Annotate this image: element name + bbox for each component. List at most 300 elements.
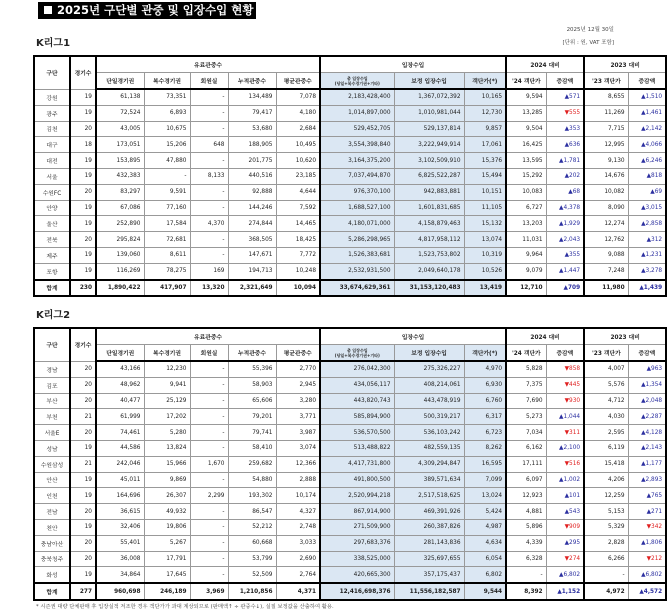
cell-games: 20: [70, 377, 96, 393]
cell-games: 20: [70, 232, 96, 248]
cell-member: -: [190, 567, 228, 583]
cell-price24: 5,896: [506, 519, 546, 535]
cell-price23: 4,206: [584, 472, 628, 488]
cell-price23: 9,088: [584, 247, 628, 263]
cell-total-income: 1,014,897,000: [320, 105, 394, 121]
cell-cumulative: 2,321,649: [228, 280, 276, 297]
cell-total-income: 7,037,494,870: [320, 168, 394, 184]
cell-season: 78,275: [144, 263, 190, 279]
cell-unit-price: 8,262: [464, 440, 506, 456]
cell-season: 9,591: [144, 184, 190, 200]
cell-season: 19,806: [144, 519, 190, 535]
cell-cumulative: 188,905: [228, 137, 276, 153]
cell-single: 43,005: [96, 121, 144, 137]
cell-average: 2,945: [276, 377, 320, 393]
cell-price23: 2,595: [584, 425, 628, 441]
cell-games: 19: [70, 567, 96, 583]
cell-diff24: ▲1,002: [546, 472, 584, 488]
col-header-average: 평균관중수: [276, 345, 320, 362]
table-row: [34, 153, 666, 169]
cell-adjusted-income: 31,153,120,483: [394, 280, 464, 297]
cell-average: 7,592: [276, 200, 320, 216]
cell-price23: 5,329: [584, 519, 628, 535]
cell-single: 83,297: [96, 184, 144, 200]
cell-single: 139,060: [96, 247, 144, 263]
cell-member: 4,370: [190, 216, 228, 232]
cell-price23: 11,980: [584, 280, 628, 297]
header-row-sub: [34, 73, 666, 90]
cell-member: -: [190, 377, 228, 393]
cell-team: 수원FC: [34, 184, 70, 200]
cell-single: 44,586: [96, 440, 144, 456]
cell-diff24: ▲2,100: [546, 440, 584, 456]
cell-price24: 10,083: [506, 184, 546, 200]
col-header-price24: '24 객단가: [506, 345, 546, 362]
cell-games: 19: [70, 89, 96, 105]
cell-cumulative: 147,671: [228, 247, 276, 263]
col-header-price23: '23 객단가: [584, 345, 628, 362]
cell-single: 34,864: [96, 567, 144, 583]
cell-team: 서울: [34, 168, 70, 184]
cell-single: 74,461: [96, 425, 144, 441]
cell-unit-price: 6,930: [464, 377, 506, 393]
cell-average: 10,094: [276, 280, 320, 297]
cell-single: 55,401: [96, 535, 144, 551]
cell-cumulative: 134,489: [228, 89, 276, 105]
cell-average: 3,280: [276, 393, 320, 409]
group-header-vs2023: 2023 대비: [584, 56, 666, 73]
cell-diff24: ▲709: [546, 280, 584, 297]
cell-price24: 7,690: [506, 393, 546, 409]
cell-unit-price: 15,376: [464, 153, 506, 169]
cell-season: 5,267: [144, 535, 190, 551]
cell-average: 2,684: [276, 121, 320, 137]
cell-diff24: ▲1,152: [546, 583, 584, 600]
cell-single: 36,615: [96, 504, 144, 520]
cell-unit-price: 5,424: [464, 504, 506, 520]
cell-unit-price: 6,317: [464, 409, 506, 425]
cell-price24: 11,031: [506, 232, 546, 248]
cell-diff24: ▼555: [546, 105, 584, 121]
cell-average: 2,748: [276, 519, 320, 535]
cell-team: 울산: [34, 216, 70, 232]
table-row: [34, 409, 666, 425]
cell-adjusted-income: 260,387,826: [394, 519, 464, 535]
cell-price24: 9,964: [506, 247, 546, 263]
cell-team: 수원삼성: [34, 456, 70, 472]
cell-diff24: ▲295: [546, 535, 584, 551]
cell-team: 천안: [34, 519, 70, 535]
col-header-diff24: 증감액: [546, 345, 584, 362]
cell-games: 20: [70, 551, 96, 567]
col-header-games: 경기수: [70, 56, 96, 89]
cell-member: -: [190, 425, 228, 441]
cell-diff24: ▼274: [546, 551, 584, 567]
cell-price24: 17,111: [506, 456, 546, 472]
cell-price24: 7,375: [506, 377, 546, 393]
cell-season: 25,129: [144, 393, 190, 409]
table-row: [34, 488, 666, 504]
cell-season: 12,230: [144, 361, 190, 377]
cell-games: 19: [70, 488, 96, 504]
cell-price24: 13,203: [506, 216, 546, 232]
cell-diff24: ▼909: [546, 519, 584, 535]
cell-team: 대전: [34, 153, 70, 169]
cell-season: -: [144, 168, 190, 184]
cell-price24: 4,881: [506, 504, 546, 520]
cell-total-income: 443,820,743: [320, 393, 394, 409]
group-header-income: 입장수입: [320, 328, 506, 345]
table-row: [34, 519, 666, 535]
cell-total-income: 5,286,298,965: [320, 232, 394, 248]
cell-average: 2,690: [276, 551, 320, 567]
cell-team: 김포: [34, 377, 70, 393]
cell-diff24: ▲1,044: [546, 409, 584, 425]
cell-diff24: ▲571: [546, 89, 584, 105]
cell-team: 충북청주: [34, 551, 70, 567]
cell-games: 20: [70, 361, 96, 377]
cell-diff23: ▲2,142: [628, 121, 666, 137]
cell-unit-price: 4,970: [464, 361, 506, 377]
cell-adjusted-income: 2,049,640,178: [394, 263, 464, 279]
cell-games: 20: [70, 184, 96, 200]
cell-price23: 6,266: [584, 551, 628, 567]
cell-adjusted-income: 325,697,655: [394, 551, 464, 567]
cell-unit-price: 13,024: [464, 488, 506, 504]
table-row: [34, 263, 666, 279]
cell-season: 6,893: [144, 105, 190, 121]
cell-single: 295,824: [96, 232, 144, 248]
cell-total-income: 2,183,428,400: [320, 89, 394, 105]
cell-diff23: ▲2,893: [628, 472, 666, 488]
cell-team: 성남: [34, 440, 70, 456]
cell-diff23: ▲3,278: [628, 263, 666, 279]
cell-unit-price: 16,595: [464, 456, 506, 472]
cell-unit-price: 6,760: [464, 393, 506, 409]
cell-diff23: ▲1,231: [628, 247, 666, 263]
footnote: * 시즌권 대량 단체판매 후 입장실적 저조한 경우 객단가가 과대 계상되므로 (판매액↑ ÷ 관중수↓), 실질 보정값을 산출하여 활용.: [36, 604, 334, 610]
cell-cumulative: 52,509: [228, 567, 276, 583]
cell-team: 대구: [34, 137, 70, 153]
table-row: [34, 472, 666, 488]
cell-price23: 10,082: [584, 184, 628, 200]
cell-price24: 15,292: [506, 168, 546, 184]
cell-team: 전북: [34, 232, 70, 248]
cell-diff24: ▼311: [546, 425, 584, 441]
cell-games: 19: [70, 153, 96, 169]
cell-average: 3,074: [276, 440, 320, 456]
cell-price24: 6,727: [506, 200, 546, 216]
cell-games: 19: [70, 200, 96, 216]
cell-price24: 4,339: [506, 535, 546, 551]
cell-diff23: ▲3,015: [628, 200, 666, 216]
cell-average: 3,771: [276, 409, 320, 425]
cell-price24: 12,923: [506, 488, 546, 504]
table-row: [34, 89, 666, 105]
cell-total-income: 4,180,071,000: [320, 216, 394, 232]
group-header-vs2024: 2024 대비: [506, 328, 584, 345]
cell-season: 72,681: [144, 232, 190, 248]
cell-price24: -: [506, 567, 546, 583]
cell-adjusted-income: 1,367,072,392: [394, 89, 464, 105]
cell-adjusted-income: 4,817,958,112: [394, 232, 464, 248]
cell-games: 277: [70, 583, 96, 600]
cell-cumulative: 60,668: [228, 535, 276, 551]
cell-diff23: ▲4,066: [628, 137, 666, 153]
cell-price24: 9,594: [506, 89, 546, 105]
cell-season: 17,791: [144, 551, 190, 567]
cell-team: 충남아산: [34, 535, 70, 551]
cell-unit-price: 10,319: [464, 247, 506, 263]
cell-unit-price: 6,723: [464, 425, 506, 441]
cell-total-income: 420,665,300: [320, 567, 394, 583]
cell-diff23: ▲1,461: [628, 105, 666, 121]
cell-price23: 2,828: [584, 535, 628, 551]
group-header-income: 입장수입: [320, 56, 506, 73]
cell-total-income: 271,509,900: [320, 519, 394, 535]
cell-cumulative: 54,880: [228, 472, 276, 488]
cell-cumulative: 193,302: [228, 488, 276, 504]
cell-games: 19: [70, 105, 96, 121]
group-header-paid: 유료관중수: [96, 56, 320, 73]
cell-cumulative: 144,246: [228, 200, 276, 216]
cell-team: 김천: [34, 121, 70, 137]
cell-total-income: 867,914,900: [320, 504, 394, 520]
cell-single: 960,698: [96, 583, 144, 600]
cell-price23: 11,269: [584, 105, 628, 121]
cell-single: 67,086: [96, 200, 144, 216]
table-row: [34, 456, 666, 472]
cell-season: 73,351: [144, 89, 190, 105]
cell-season: 5,280: [144, 425, 190, 441]
cell-price24: 7,034: [506, 425, 546, 441]
cell-season: 77,160: [144, 200, 190, 216]
cell-total-income: 529,452,705: [320, 121, 394, 137]
cell-diff24: ▲202: [546, 168, 584, 184]
cell-games: 21: [70, 409, 96, 425]
cell-member: -: [190, 184, 228, 200]
cell-member: -: [190, 519, 228, 535]
cell-member: 1,670: [190, 456, 228, 472]
table-row: [34, 200, 666, 216]
cell-price23: 8,655: [584, 89, 628, 105]
col-header-games: 경기수: [70, 328, 96, 361]
cell-adjusted-income: 469,391,926: [394, 504, 464, 520]
cell-member: 169: [190, 263, 228, 279]
cell-unit-price: 10,165: [464, 89, 506, 105]
cell-member: -: [190, 551, 228, 567]
cell-diff23: ▲69: [628, 184, 666, 200]
table-row: [34, 393, 666, 409]
cell-member: -: [190, 409, 228, 425]
cell-adjusted-income: 1,601,831,685: [394, 200, 464, 216]
cell-cumulative: 274,844: [228, 216, 276, 232]
cell-price24: 5,273: [506, 409, 546, 425]
cell-single: 32,406: [96, 519, 144, 535]
cell-diff23: ▲765: [628, 488, 666, 504]
col-header-member: 회원실: [190, 345, 228, 362]
cell-member: -: [190, 247, 228, 263]
section-title-k1: K리그1: [36, 38, 71, 49]
cell-games: 19: [70, 263, 96, 279]
cell-unit-price: 13,074: [464, 232, 506, 248]
total-row: [34, 583, 666, 600]
cell-diff24: ▲4,378: [546, 200, 584, 216]
cell-price23: 4,030: [584, 409, 628, 425]
cell-team: 안산: [34, 472, 70, 488]
page-title: 2025년 구단별 관중 및 입장수입 현황: [38, 2, 256, 19]
cell-price23: 14,676: [584, 168, 628, 184]
cell-price23: 12,274: [584, 216, 628, 232]
cell-total-income: 33,674,629,361: [320, 280, 394, 297]
cell-total-income: 536,570,500: [320, 425, 394, 441]
cell-unit-price: 12,730: [464, 105, 506, 121]
cell-average: 2,764: [276, 567, 320, 583]
cell-diff23: ▲1,510: [628, 89, 666, 105]
cell-member: -: [190, 472, 228, 488]
cell-cumulative: 86,547: [228, 504, 276, 520]
cell-price23: 12,995: [584, 137, 628, 153]
cell-season: 26,307: [144, 488, 190, 504]
cell-team: 광주: [34, 105, 70, 121]
cell-member: 13,320: [190, 280, 228, 297]
cell-diff23: ▲1,354: [628, 377, 666, 393]
cell-single: 116,269: [96, 263, 144, 279]
k2-table: [33, 327, 667, 601]
cell-cumulative: 58,903: [228, 377, 276, 393]
cell-average: 7,078: [276, 89, 320, 105]
cell-adjusted-income: 443,478,919: [394, 393, 464, 409]
cell-member: 648: [190, 137, 228, 153]
cell-cumulative: 92,888: [228, 184, 276, 200]
cell-single: 242,046: [96, 456, 144, 472]
col-header-diff24: 증감액: [546, 73, 584, 90]
cell-team: 부산: [34, 393, 70, 409]
cell-games: 20: [70, 425, 96, 441]
cell-member: -: [190, 232, 228, 248]
cell-games: 19: [70, 247, 96, 263]
table-row: [34, 440, 666, 456]
cell-season: 15,966: [144, 456, 190, 472]
col-header-cumulative: 누적관중수: [228, 73, 276, 90]
col-header-price24: '24 객단가: [506, 73, 546, 90]
cell-average: 10,248: [276, 263, 320, 279]
cell-cumulative: 53,680: [228, 121, 276, 137]
cell-diff23: ▲1,806: [628, 535, 666, 551]
table-row: [34, 504, 666, 520]
table-row: [34, 168, 666, 184]
cell-total-income: 2,520,994,218: [320, 488, 394, 504]
col-header-average: 평균관중수: [276, 73, 320, 90]
cell-price23: 6,119: [584, 440, 628, 456]
cell-total-income: 276,042,300: [320, 361, 394, 377]
cell-team: 안양: [34, 200, 70, 216]
cell-season: 8,611: [144, 247, 190, 263]
k1-table: [33, 55, 667, 297]
cell-unit-price: 15,132: [464, 216, 506, 232]
cell-total-income: 3,554,398,840: [320, 137, 394, 153]
cell-season: 47,880: [144, 153, 190, 169]
cell-single: 252,890: [96, 216, 144, 232]
cell-price23: -: [584, 567, 628, 583]
cell-price24: 6,097: [506, 472, 546, 488]
cell-adjusted-income: 3,222,949,914: [394, 137, 464, 153]
section-title-k2: K리그2: [36, 310, 71, 321]
table-row: [34, 377, 666, 393]
cell-diff24: ▲68: [546, 184, 584, 200]
cell-adjusted-income: 482,559,135: [394, 440, 464, 456]
col-header-team: 구단: [34, 56, 70, 89]
cell-adjusted-income: 275,326,227: [394, 361, 464, 377]
cell-average: 2,770: [276, 361, 320, 377]
cell-single: 72,524: [96, 105, 144, 121]
cell-average: 4,644: [276, 184, 320, 200]
cell-team: 합계: [34, 280, 70, 297]
cell-price23: 5,576: [584, 377, 628, 393]
cell-games: 20: [70, 504, 96, 520]
cell-unit-price: 4,634: [464, 535, 506, 551]
cell-average: 2,888: [276, 472, 320, 488]
cell-price23: 7,248: [584, 263, 628, 279]
group-header-vs2023: 2023 대비: [584, 328, 666, 345]
cell-member: -: [190, 200, 228, 216]
cell-team: 강원: [34, 89, 70, 105]
cell-games: 20: [70, 535, 96, 551]
cell-unit-price: 7,099: [464, 472, 506, 488]
cell-adjusted-income: 4,309,294,847: [394, 456, 464, 472]
cell-games: 19: [70, 472, 96, 488]
table-row: [34, 184, 666, 200]
cell-single: 40,477: [96, 393, 144, 409]
cell-adjusted-income: 11,556,182,587: [394, 583, 464, 600]
cell-diff24: ▲1,781: [546, 153, 584, 169]
cell-diff24: ▲2,043: [546, 232, 584, 248]
cell-single: 45,011: [96, 472, 144, 488]
cell-total-income: 434,056,117: [320, 377, 394, 393]
table-row: [34, 105, 666, 121]
cell-cumulative: 65,606: [228, 393, 276, 409]
cell-price23: 4,712: [584, 393, 628, 409]
cell-diff23: ▲4,128: [628, 425, 666, 441]
cell-member: -: [190, 440, 228, 456]
cell-average: 4,180: [276, 105, 320, 121]
col-header-season: 복수경기권: [144, 73, 190, 90]
cell-average: 10,174: [276, 488, 320, 504]
cell-diff24: ▲636: [546, 137, 584, 153]
cell-average: 4,371: [276, 583, 320, 600]
cell-single: 61,138: [96, 89, 144, 105]
cell-adjusted-income: 6,825,522,287: [394, 168, 464, 184]
cell-unit-price: 10,151: [464, 184, 506, 200]
cell-price23: 15,418: [584, 456, 628, 472]
cell-diff23: ▲2,143: [628, 440, 666, 456]
cell-diff23: ▲1,177: [628, 456, 666, 472]
cell-member: -: [190, 105, 228, 121]
cell-games: 20: [70, 121, 96, 137]
cell-diff23: ▲6,802: [628, 567, 666, 583]
cell-unit-price: 10,526: [464, 263, 506, 279]
table-row: [34, 216, 666, 232]
cell-adjusted-income: 389,571,634: [394, 472, 464, 488]
cell-season: 9,869: [144, 472, 190, 488]
group-header-vs2024: 2024 대비: [506, 56, 584, 73]
cell-team: 전남: [34, 504, 70, 520]
col-header-member: 회원실: [190, 73, 228, 90]
report-date: 2025년 12월 30일: [566, 27, 614, 33]
cell-cumulative: 259,682: [228, 456, 276, 472]
unit-note: [단위 : 원, VAT 포함]: [562, 40, 614, 46]
cell-unit-price: 13,419: [464, 280, 506, 297]
